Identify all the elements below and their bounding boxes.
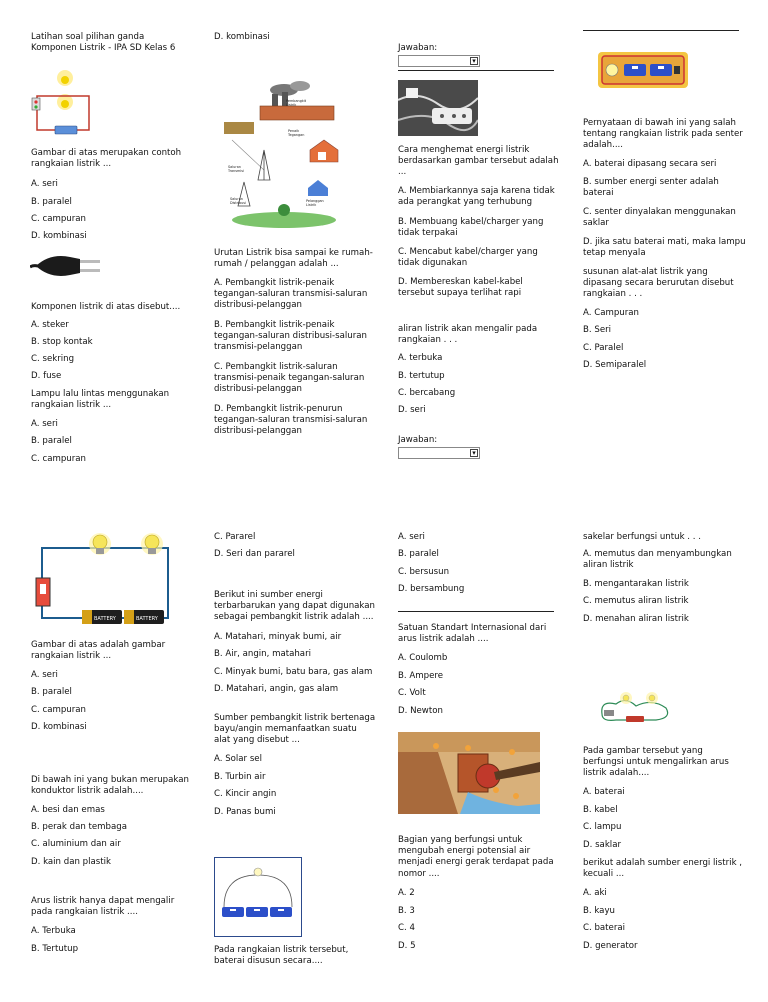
q17-option-a[interactable]: A. memutus dan menyambungkan aliran listrik	[583, 549, 732, 571]
q19-option-a[interactable]: A. aki	[583, 888, 607, 898]
q15-option-d[interactable]: D. Newton	[398, 706, 443, 716]
q16-option-d[interactable]: D. 5	[398, 941, 416, 951]
q12-question: Berikut ini sumber energi terbarbarukan yang dapat digunakan sebagai pembangkit listrik adalah ....	[214, 590, 375, 623]
q7-option-d[interactable]: D. jika satu baterai mati, maka lampu tetap menyala	[583, 237, 746, 259]
q10-option-a[interactable]: A. besi dan emas	[31, 805, 105, 815]
q4-option-d[interactable]: D. Pembangkit listrik-penurun tegangan-saluran transmisi-saluran distribusi-pelanggan	[214, 404, 368, 437]
q1-question: Gambar di atas merupakan contoh rangkaian listrik ...	[31, 148, 182, 170]
q18-option-a[interactable]: A. baterai	[583, 787, 625, 797]
q1-option-c[interactable]: C. campuran	[31, 214, 86, 224]
q19-option-d[interactable]: D. generator	[583, 941, 638, 951]
q12-option-b[interactable]: B. Air, angin, matahari	[214, 649, 311, 659]
q14-option-d[interactable]: D. bersambung	[398, 584, 465, 594]
q8-option-a[interactable]: A. Campuran	[583, 308, 639, 318]
q11-option-d[interactable]: D. Seri dan pararel	[214, 549, 295, 559]
answer-dropdown-2[interactable]	[398, 447, 480, 459]
q2-question: Komponen listrik di atas disebut....	[31, 302, 181, 312]
power-distribution-illustration	[224, 80, 348, 230]
battery-label-1: BATTERY	[94, 616, 116, 622]
q11-question: Arus listrik hanya dapat mengalir pada rangkaian listrik ....	[31, 896, 175, 918]
q13-option-a[interactable]: A. Solar sel	[214, 754, 262, 764]
q18-option-c[interactable]: C. lampu	[583, 822, 622, 832]
q13-option-d[interactable]: D. Panas bumi	[214, 807, 276, 817]
q4-option-a[interactable]: A. Pembangkit listrik-penaik tegangan-saluran transmisi-saluran distribusi-pelanggan	[214, 278, 368, 311]
q5-option-c[interactable]: C. Mencabut kabel/charger yang tidak digunakan	[398, 247, 538, 269]
q16-option-c[interactable]: C. 4	[398, 923, 415, 933]
q5-option-a[interactable]: A. Membiarkannya saja karena tidak ada perangkat yang terhubung	[398, 186, 555, 208]
q19-option-c[interactable]: C. baterai	[583, 923, 626, 933]
parallel-bulbs-battery-image	[30, 526, 182, 634]
q2-option-c[interactable]: C. sekring	[31, 354, 75, 364]
q15-option-b[interactable]: B. Ampere	[398, 671, 443, 681]
q1-option-b[interactable]: B. paralel	[31, 197, 72, 207]
q14-question: Pada rangkaian listrik tersebut, baterai disusun secara....	[214, 945, 349, 967]
q3-option-a[interactable]: A. seri	[31, 419, 58, 429]
diagram-label-2: Penaik Tegangan	[288, 129, 305, 137]
q6-question: aliran listrik akan mengalir pada rangkaian . . .	[398, 324, 538, 346]
diagram-label-3: Saluran Transmisi	[228, 165, 244, 173]
q15-option-c[interactable]: C. Volt	[398, 688, 426, 698]
q15-option-a[interactable]: A. Coulomb	[398, 653, 448, 663]
q16-question: Bagian yang berfungsi untuk mengubah energi potensial air menjadi energi gerak terdapat pada nomor ....	[398, 835, 554, 879]
q9-option-a[interactable]: A. seri	[31, 670, 58, 680]
q16-option-b[interactable]: B. 3	[398, 906, 415, 916]
diagram-label-5: Pelanggan Listrik	[306, 199, 324, 207]
diagram-label-1: Pembangkit Listrik	[286, 99, 307, 107]
q1-option-d[interactable]: D. kombinasi	[31, 231, 87, 241]
q10-option-d[interactable]: D. kain dan plastik	[31, 857, 111, 867]
q3-option-d[interactable]: D. kombinasi	[214, 32, 270, 42]
q2-option-a[interactable]: A. steker	[31, 320, 69, 330]
simple-circuit-image	[596, 690, 674, 724]
q16-option-a[interactable]: A. 2	[398, 888, 415, 898]
q3-question: Lampu lalu lintas menggunakan rangkaian listrik ...	[31, 389, 170, 411]
diagram-label-4: Saluran Distribusi	[230, 197, 246, 205]
q2-option-b[interactable]: B. stop kontak	[31, 337, 93, 347]
q7-question: Pernyataan di bawah ini yang salah tentang rangkaian listrik pada senter adalah....	[583, 118, 743, 151]
divider	[583, 30, 739, 31]
light-bulb-icon	[141, 533, 163, 555]
hydropower-illustration	[398, 732, 540, 814]
q17-option-b[interactable]: B. mengantarakan listrik	[583, 579, 689, 589]
divider	[398, 611, 554, 612]
q6-option-a[interactable]: A. terbuka	[398, 353, 443, 363]
q14-option-b[interactable]: B. paralel	[398, 549, 439, 559]
q7-option-c[interactable]: C. senter dinyalakan menggunakan saklar	[583, 207, 736, 229]
battery-arrangement-image	[214, 857, 302, 937]
q8-option-b[interactable]: B. Seri	[583, 325, 612, 335]
q17-option-d[interactable]: D. menahan aliran listrik	[583, 614, 689, 624]
power-strip-photo	[398, 80, 478, 136]
q4-question: Urutan Listrik bisa sampai ke rumah- rumah / pelanggan adalah ...	[214, 248, 373, 270]
q17-question: sakelar berfungsi untuk . . .	[583, 532, 701, 542]
q9-question: Gambar di atas adalah gambar rangkaian listrik ...	[31, 640, 166, 662]
q12-option-d[interactable]: D. Matahari, angin, gas alam	[214, 684, 339, 694]
q11-option-c[interactable]: C. Pararel	[214, 532, 256, 542]
flashlight-circuit-image	[598, 52, 688, 88]
series-circuit-image	[29, 68, 93, 136]
worksheet-header: Latihan soal pilihan ganda Komponen Listrik - IPA SD Kelas 6	[31, 32, 176, 54]
q6-option-d[interactable]: D. seri	[398, 405, 426, 415]
q17-option-c[interactable]: C. memutus aliran listrik	[583, 596, 689, 606]
q10-question: Di bawah ini yang bukan merupakan konduktor listrik adalah....	[31, 775, 189, 797]
q7-option-b[interactable]: B. sumber energi senter adalah baterai	[583, 177, 719, 199]
q10-option-c[interactable]: C. aluminium dan air	[31, 839, 121, 849]
q18-option-d[interactable]: D. saklar	[583, 840, 621, 850]
divider	[398, 70, 554, 71]
q11-option-a[interactable]: A. Terbuka	[31, 926, 76, 936]
q13-question: Sumber pembangkit listrik bertenaga bayu/angin memanfaatkan suatu alat yang disebut ...	[214, 713, 376, 746]
q18-option-b[interactable]: B. kabel	[583, 805, 618, 815]
q8-option-c[interactable]: C. Paralel	[583, 343, 624, 353]
answer-label-2: Jawaban:	[398, 435, 438, 445]
q4-option-c[interactable]: C. Pembangkit listrik-saluran transmisi-penaik tegangan-saluran distribusi-pelanggan	[214, 362, 365, 395]
q4-option-b[interactable]: B. Pembangkit listrik-penaik tegangan-saluran distribusi-saluran transmisi-pelanggan	[214, 320, 367, 353]
q5-option-b[interactable]: B. Membuang kabel/charger yang tidak terpakai	[398, 217, 544, 239]
q2-option-d[interactable]: D. fuse	[31, 371, 62, 381]
answer-label-1: Jawaban:	[398, 43, 438, 53]
q15-question: Satuan Standart Internasional dari arus listrik adalah ....	[398, 623, 547, 645]
q3-option-c[interactable]: C. campuran	[31, 454, 86, 464]
chevron-down-icon: ▾	[470, 449, 478, 457]
q9-option-d[interactable]: D. kombinasi	[31, 722, 87, 732]
q19-option-b[interactable]: B. kayu	[583, 906, 615, 916]
q1-option-a[interactable]: A. seri	[31, 179, 58, 189]
q8-question: susunan alat-alat listrik yang dipasang secara berurutan disebut rangkaian . . .	[583, 267, 734, 300]
q9-option-b[interactable]: B. paralel	[31, 687, 72, 697]
chevron-down-icon: ▾	[470, 57, 478, 65]
q12-option-c[interactable]: C. Minyak bumi, batu bara, gas alam	[214, 667, 373, 677]
light-bulb-icon	[89, 533, 111, 555]
plug-image	[30, 249, 102, 283]
q8-option-d[interactable]: D. Semiparalel	[583, 360, 647, 370]
q13-option-c[interactable]: C. Kincir angin	[214, 789, 277, 799]
q6-option-c[interactable]: C. bercabang	[398, 388, 456, 398]
q6-option-b[interactable]: B. tertutup	[398, 371, 445, 381]
q12-option-a[interactable]: A. Matahari, minyak bumi, air	[214, 632, 342, 642]
q5-question: Cara menghemat energi listrik berdasarkan gambar tersebut adalah ...	[398, 145, 559, 178]
q3-option-b[interactable]: B. paralel	[31, 436, 72, 446]
q14-option-a[interactable]: A. seri	[398, 532, 425, 542]
q14-option-c[interactable]: C. bersusun	[398, 567, 450, 577]
q7-option-a[interactable]: A. baterai dipasang secara seri	[583, 159, 717, 169]
q5-option-d[interactable]: D. Membereskan kabel-kabel tersebut supaya terlihat rapi	[398, 277, 523, 299]
q10-option-b[interactable]: B. perak dan tembaga	[31, 822, 127, 832]
q11-option-b[interactable]: B. Tertutup	[31, 944, 79, 954]
answer-dropdown-1[interactable]	[398, 55, 480, 67]
q13-option-b[interactable]: B. Turbin air	[214, 772, 266, 782]
q19-question: berikut adalah sumber energi listrik , kecuali ...	[583, 858, 743, 880]
battery-label-2: BATTERY	[136, 616, 158, 622]
q9-option-c[interactable]: C. campuran	[31, 705, 86, 715]
q18-question: Pada gambar tersebut yang berfungsi untuk mengalirkan arus listrik adalah....	[583, 746, 729, 779]
